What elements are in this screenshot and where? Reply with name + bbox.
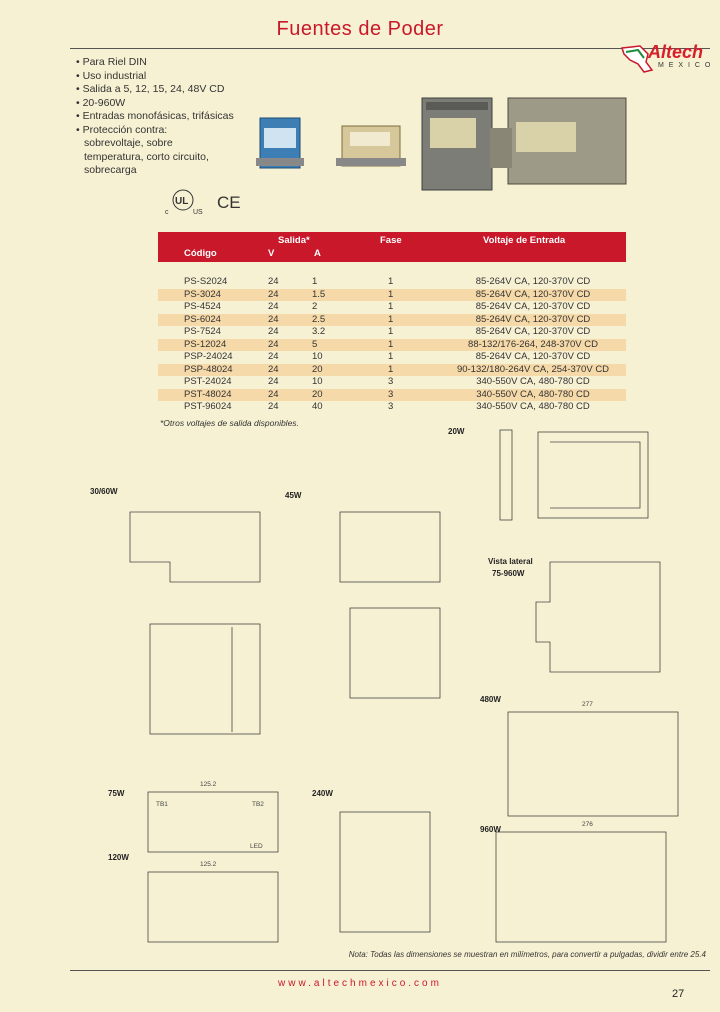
product-photos [250, 88, 630, 198]
dimension-drawings [60, 412, 710, 952]
brand-logo [618, 40, 713, 82]
label-120w: 120W [108, 853, 129, 862]
label-20w: 20W [448, 427, 465, 436]
feature-item: • Salida a 5, 12, 15, 24, 48V CD [76, 83, 246, 97]
table-row: PS-4524 24 2 1 85-264V CA, 120-370V CD [184, 301, 591, 312]
feature-item: • Protección contra: [76, 124, 246, 138]
feature-list [76, 56, 246, 178]
terminal-label: TB2 [252, 801, 264, 808]
drawing-120w [148, 872, 278, 942]
table-row: PST-48024 24 20 3 340-550V CA, 480-780 CD [158, 389, 626, 402]
drawing-45w-front [350, 608, 440, 698]
product-photo-960w [490, 98, 626, 184]
dimension-text: 277 [582, 701, 593, 708]
models-table [158, 232, 626, 414]
label-960w: 960W [480, 825, 501, 834]
table-row: PSP-24024 24 10 1 85-264V CA, 120-370V CD [184, 351, 591, 362]
table-header [158, 232, 626, 262]
feature-item: • Uso industrial [76, 70, 246, 84]
dimension-text: 125.2 [200, 781, 217, 788]
website-url[interactable]: www.altechmexico.com [278, 978, 442, 989]
brand-subtitle: M E X I C O [658, 62, 712, 69]
table-footnote: *Otros voltajes de salida disponibles. [160, 418, 299, 428]
drawing-3060w-front [150, 624, 260, 734]
feature-item: • Entradas monofásicas, trifásicas [76, 110, 246, 124]
dimension-text: 276 [582, 821, 593, 828]
drawing-240w [340, 812, 430, 932]
label-75w: 75W [108, 789, 125, 798]
certification-marks [165, 184, 255, 220]
product-photo-60w [336, 126, 406, 166]
top-divider [70, 48, 710, 49]
label-side-view: Vista lateral [488, 557, 533, 566]
table-row: PST-96024 24 40 3 340-550V CA, 480-780 CD [184, 401, 590, 412]
label-240w: 240W [312, 789, 333, 798]
label-30-60w: 30/60W [90, 487, 118, 496]
terminal-label: TB1 [156, 801, 168, 808]
ul-us-mark: US [193, 209, 203, 216]
header-a: A [314, 248, 321, 259]
page-number: 27 [672, 988, 685, 1000]
table-spacer [158, 262, 626, 276]
drawing-20w-front [500, 430, 512, 520]
header-salida: Salida* [278, 235, 310, 246]
table-row: PS-S2024 24 1 1 85-264V CA, 120-370V CD [184, 276, 591, 287]
feature-item: • Para Riel DIN [76, 56, 246, 70]
table-row: PSP-48024 24 20 1 90-132/180-264V CA, 254-370V CD [158, 364, 626, 377]
header-fase: Fase [380, 235, 402, 246]
brand-name: Altech [648, 42, 704, 62]
led-label: LED [250, 843, 263, 850]
page-title: Fuentes de Poder [276, 18, 444, 40]
table-row: PS-12024 24 5 1 88-132/176-264, 248-370V CD [158, 339, 626, 352]
header-codigo: Código [184, 248, 217, 259]
ul-mark: UL [175, 196, 189, 207]
ul-c-mark: c [165, 209, 169, 216]
table-row: PST-24024 24 10 3 340-550V CA, 480-780 CD [184, 376, 590, 387]
drawing-3060w-top [130, 512, 260, 582]
table-row: PS-3024 24 1.5 1 85-264V CA, 120-370V CD [158, 289, 626, 302]
header-v: V [268, 248, 275, 259]
table-row: PS-6024 24 2.5 1 85-264V CA, 120-370V CD [158, 314, 626, 327]
drawing-20w-side [538, 432, 648, 518]
product-photo-240w [422, 98, 492, 190]
bottom-divider [70, 970, 710, 971]
ce-mark: CE [217, 193, 241, 212]
product-photo-20w [256, 118, 304, 168]
drawing-960w [496, 832, 666, 942]
drawing-45w-top [340, 512, 440, 582]
dimensions-note: Nota: Todas las dimensiones se muestran en milímetros, para convertir a pulgadas, dividir entre 25.4 [348, 950, 706, 959]
feature-item: • 20-960W [76, 97, 246, 111]
label-45w: 45W [285, 491, 302, 500]
dimension-text: 125.2 [200, 861, 217, 868]
protection-item: sobrecarga [84, 164, 137, 176]
drawing-480w [508, 712, 678, 816]
label-480w: 480W [480, 695, 501, 704]
label-75-960w: 75-960W [492, 569, 525, 578]
protection-item: temperatura, corto circuito, [84, 150, 209, 163]
table-row: PS-7524 24 3.2 1 85-264V CA, 120-370V CD [184, 326, 591, 337]
header-voltaje: Voltaje de Entrada [483, 235, 566, 246]
drawing-side-view [536, 562, 660, 672]
protection-item: sobrevoltaje, sobre [84, 137, 173, 149]
